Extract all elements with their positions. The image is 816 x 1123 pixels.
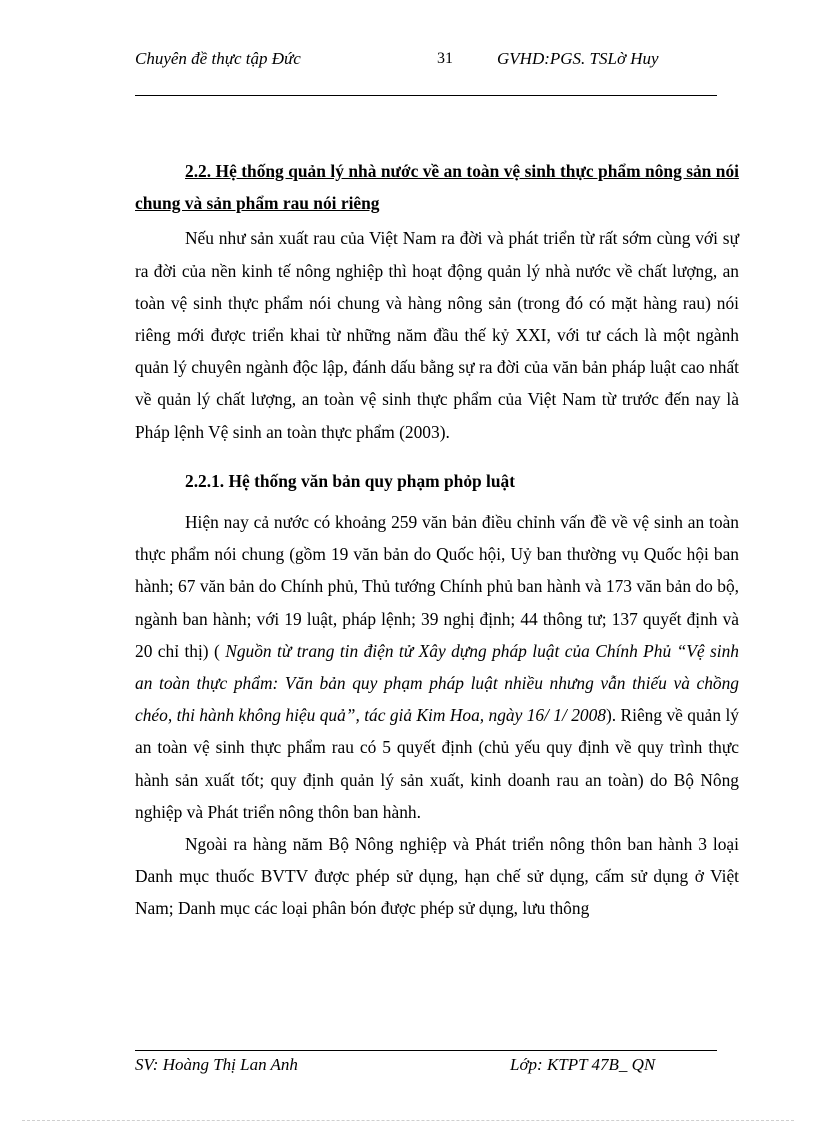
paragraph-text-after-citation: ). Riêng về quản lý an toàn vệ sinh thực phẩm rau có 5 quyết định (chủ yếu quy định về quy trình thực hành sản xuất tốt; quy định quản lý sản xuất, kinh doanh rau an toàn) do Bộ Nông nghiệp và Phát triển nông thôn ban hành. — [135, 705, 739, 822]
page-bottom-divider — [22, 1120, 794, 1121]
header-document-title: Chuyên đề thực tập Đức — [135, 49, 301, 68]
paragraph-intro: Nếu như sản xuất rau của Việt Nam ra đời và phát triển từ rất sớm cùng với sự ra đời của nền kinh tế nông nghiệp thì hoạt động quản lý nhà nước về chất lượng, an toàn vệ sinh thực phẩm nói chung và hàng nông sản (trong đó có mặt hàng rau) nói riêng mới được triển khai từ những năm đầu thế kỷ XXI, với tư cách là một ngành quản lý chuyên ngành độc lập, đánh dấu bằng sự ra đời của văn bản pháp luật cao nhất về quản lý chất lượng, an toàn vệ sinh thực phẩm của Việt Nam từ trước đến nay là Pháp lệnh Vệ sinh an toàn thực phẩm (2003). — [135, 228, 739, 442]
page-header — [135, 48, 717, 96]
page-number: 31 — [437, 50, 453, 67]
citation-source: Nguồn từ trang tin điện tử Xây dựng pháp luật của Chính Phủ “Vệ sinh an toàn thực phẩm: Văn bản quy phạm pháp luật nhiều nhưng vẫn thiếu và chồng chéo, thi hành không hiệu quả”, tác giả Kim Hoa, ngày 16/ 1/ 2008 — [135, 640, 739, 726]
footer-student-name: SV: Hoàng Thị Lan Anh — [135, 1055, 298, 1074]
header-supervisor: GVHD:PGS. TSLờ Huy — [497, 49, 659, 68]
paragraph-legal-documents — [135, 506, 739, 828]
page-footer — [135, 1050, 717, 1074]
footer-class: Lớp: KTPT 47B_ QN — [510, 1055, 656, 1074]
document-body — [135, 155, 739, 925]
subsection-heading: 2.2.1. Hệ thống văn bản quy phạm phỏp luật — [185, 470, 516, 491]
paragraph-annual-lists: Ngoài ra hàng năm Bộ Nông nghiệp và Phát triển nông thôn ban hành 3 loại Danh mục thuốc BVTV được phép sử dụng, hạn chế sử dụng, cấm sử dụng ở Việt Nam; Danh mục các loại phân bón được phép sử dụng, lưu thông — [135, 834, 739, 919]
section-heading: 2.2. Hệ thống quản lý nhà nước về an toàn vệ sinh thực phẩm nông sản nói chung và sản phẩm rau nói riêng — [135, 161, 739, 214]
paragraph-text-before-citation: Hiện nay cả nước có khoảng 259 văn bản điều chỉnh vấn đề về vệ sinh an toàn thực phẩm nói chung (gồm 19 văn bản do Quốc hội, Uỷ ban thường vụ Quốc hội ban hành; 67 văn bản do Chính phủ, Thủ tướng Chính phủ ban hành và 173 văn bản do bộ, ngành ban hành; với 19 luật, pháp lệnh; 39 nghị định; 44 thông tư; 137 quyết định và 20 chỉ thị) ( — [135, 512, 739, 661]
